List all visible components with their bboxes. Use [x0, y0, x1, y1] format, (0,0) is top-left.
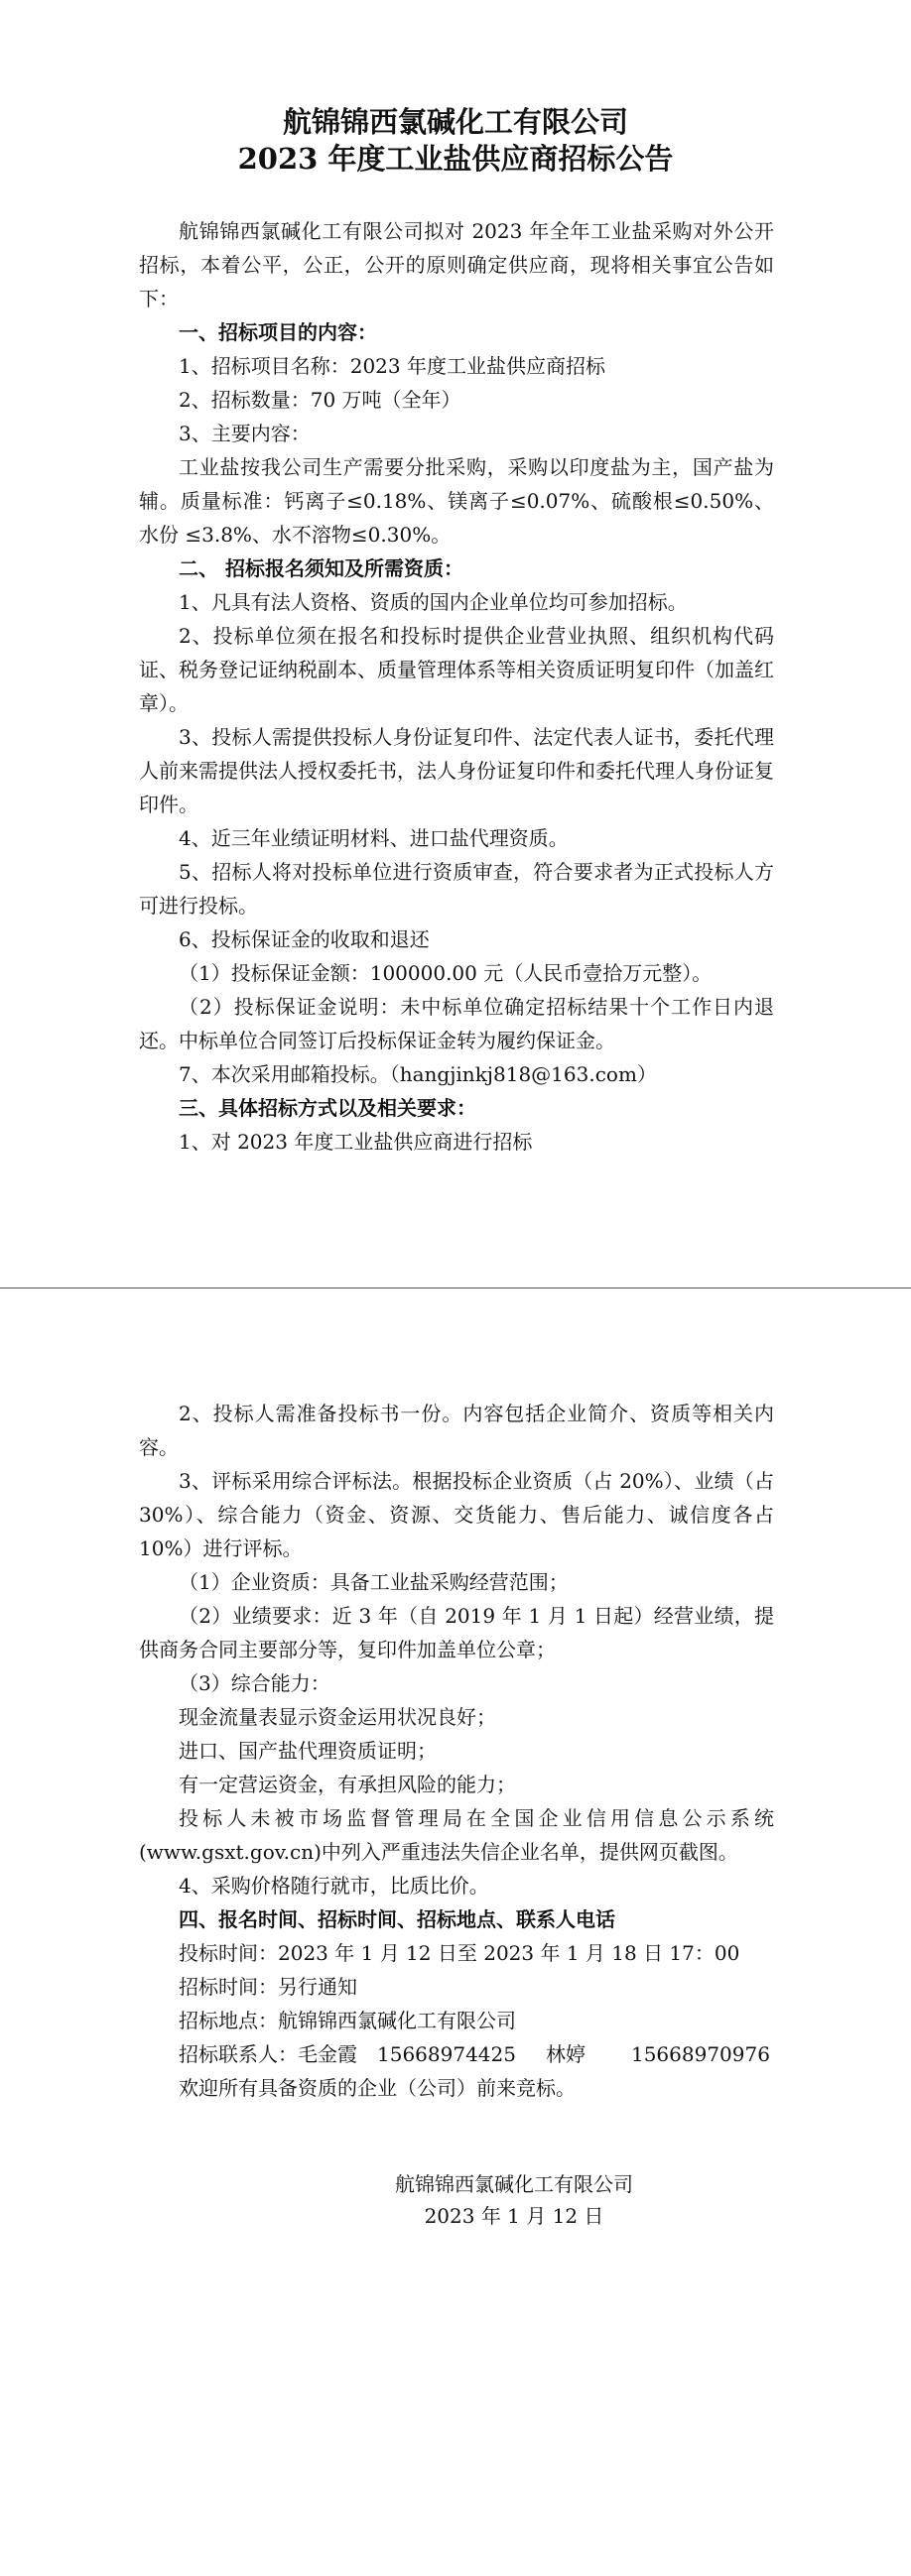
requirement-2: 2、投标单位须在报名和投标时提供企业营业执照、组织机构代码证、税务登记证纳税副本、质量管理体系等相关资质证明复印件（加盖红章）。	[139, 624, 774, 715]
capability-agency: 进口、国产盐代理资质证明；	[179, 1739, 437, 1763]
welcome-line: 欢迎所有具备资质的企业（公司）前来竞标。	[179, 2076, 576, 2100]
main-content-body: 工业盐按我公司生产需要分批采购，采购以印度盐为主，国产盐为辅。质量标准：钙离子≤0.18%、镁离子≤0.07%、硫酸根≤0.50%、水份 ≤3.8%、水不溶物≤0.30%。	[139, 455, 774, 547]
deposit-note: （2）投标保证金说明：未中标单位确定招标结果十个工作日内退还。中标单位合同签订后投标保证金转为履约保证金。	[139, 995, 774, 1052]
section-3-heading: 三、具体招标方式以及相关要求：	[179, 1096, 476, 1120]
requirement-1: 1、凡具有法人资格、资质的国内企业单位均可参加招标。	[179, 590, 688, 614]
tender-location: 招标地点：航锦锦西氯碱化工有限公司	[179, 2009, 516, 2032]
requirement-5: 5、招标人将对投标单位进行资质审查，符合要求者为正式投标人方可进行投标。	[139, 860, 774, 918]
requirement-3: 3、投标人需提供投标人身份证复印件、法定代表人证书，委托代理人前来需提供法人授权委托书，法人身份证复印件和委托代理人身份证复印件。	[139, 725, 774, 816]
capability-cashflow: 现金流量表显示资金运用状况良好；	[179, 1705, 496, 1729]
main-content-item: 3、主要内容：	[179, 422, 311, 445]
criterion-qualification: （1）企业资质：具备工业盐采购经营范围；	[179, 1570, 569, 1594]
tender-time: 招标时间：另行通知	[179, 1975, 357, 1999]
capability-funds: 有一定营运资金，有承担风险的能力；	[179, 1773, 516, 1796]
intro-paragraph: 航锦锦西氯碱化工有限公司拟对 2023 年全年工业盐采购对外公开招标，本着公平，公正，公开的原则确定供应商，现将相关事宜公告如下：	[139, 219, 774, 310]
section-1-heading: 一、招标项目的内容：	[179, 320, 377, 344]
document-title-company: 航锦锦西氯碱化工有限公司	[282, 105, 628, 139]
contact-2-phone: 15668970976	[630, 2042, 770, 2066]
section-4-heading: 四、报名时间、招标时间、招标地点、联系人电话	[179, 1907, 615, 1931]
quantity-item: 2、招标数量：70 万吨（全年）	[179, 388, 461, 412]
criterion-performance: （2）业绩要求：近 3 年（自 2019 年 1 月 1 日起）经营业绩，提供商务合同主要部分等，复印件加盖单位公章；	[139, 1604, 774, 1661]
deposit-amount: （1）投标保证金额：100000.00 元（人民币壹拾万元整）。	[179, 961, 713, 985]
bid-time: 投标时间：2023 年 1 月 12 日至 2023 年 1 月 18 日 17：00	[179, 1941, 740, 1965]
section-2-heading: 二、 招标报名须知及所需资质：	[179, 556, 463, 580]
signature-company: 航锦锦西氯碱化工有限公司	[395, 2172, 633, 2196]
contact-label: 招标联系人：	[179, 2042, 298, 2066]
requirement-7-email: 7、本次采用邮箱投标。（hangjinkj818@163.com）	[179, 1062, 657, 1086]
capability-credit: 投标人未被市场监督管理局在全国企业信用信息公示系统(www.gsxt.gov.cn)中列入严重违法失信企业名单，提供网页截图。	[139, 1806, 774, 1864]
section-3-item-3: 3、评标采用综合评标法。根据投标企业资质（占 20%）、业绩（占30%）、综合能力（资金、资源、交货能力、售后能力、诚信度各占10%）进行评标。	[139, 1469, 774, 1560]
criterion-capability: （3）综合能力：	[179, 1671, 330, 1695]
project-name-item: 1、招标项目名称：2023 年度工业盐供应商招标	[179, 354, 605, 378]
section-3-item-2: 2、投标人需准备投标书一份。内容包括企业简介、资质等相关内容。	[139, 1402, 774, 1459]
contact-1-name: 毛金霞	[298, 2042, 357, 2066]
requirement-4: 4、近三年业绩证明材料、进口盐代理资质。	[179, 826, 569, 850]
contact-2-name: 林婷	[545, 2042, 586, 2066]
document-title-subject: 2023 年度工业盐供应商招标公告	[237, 142, 674, 176]
contact-1-phone: 15668974425	[377, 2042, 516, 2066]
requirement-6: 6、投标保证金的收取和退还	[179, 927, 430, 951]
signature-date: 2023 年 1 月 12 日	[424, 2204, 604, 2228]
document-page-2	[0, 1288, 911, 2576]
section-3-item-4: 4、采购价格随行就市，比质比价。	[179, 1874, 489, 1898]
section-3-item-1: 1、对 2023 年度工业盐供应商进行招标	[179, 1130, 533, 1154]
contact-line	[139, 2037, 774, 2071]
